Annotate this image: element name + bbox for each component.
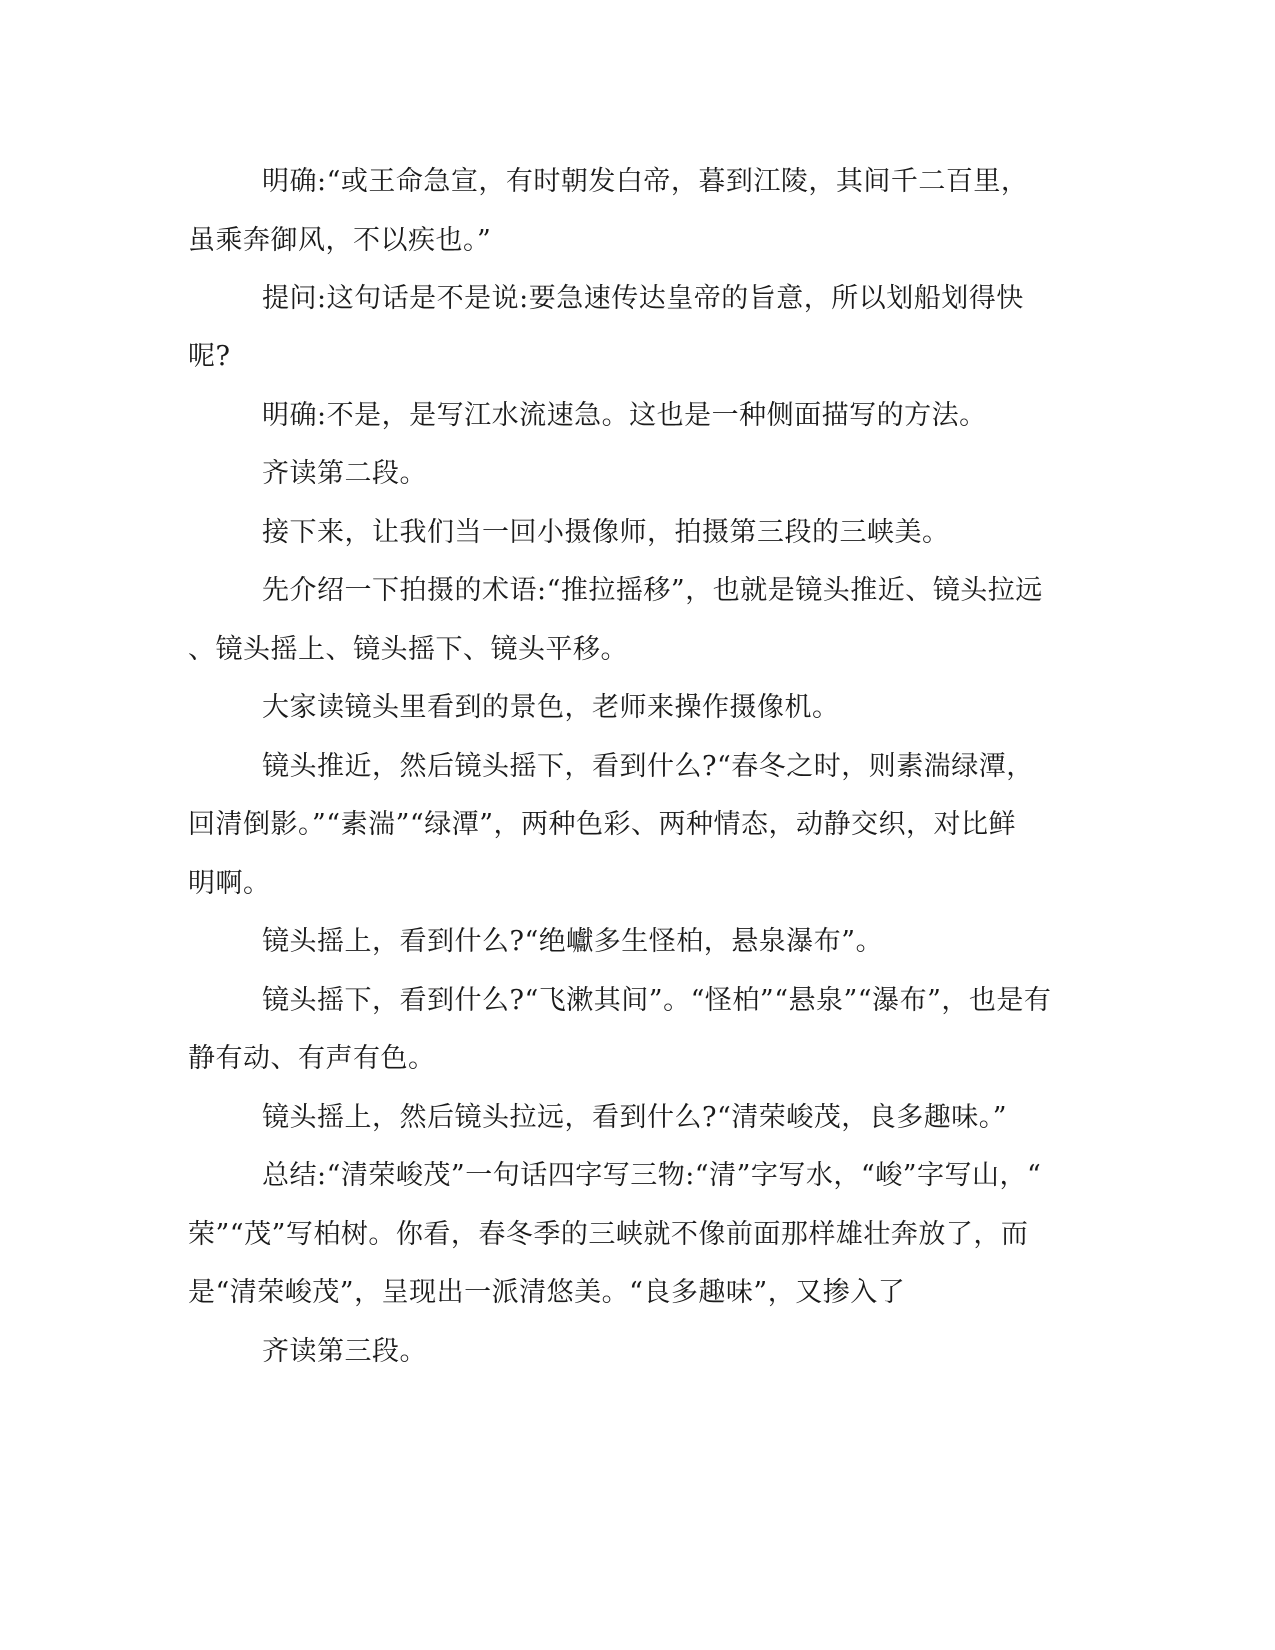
text-line: 明确:“或王命急宣，有时朝发白帝，暮到江陵，其间千二百里，	[262, 166, 1029, 197]
text-line: 大家读镜头里看到的景色，老师来操作摄像机。	[262, 692, 840, 723]
text-line: 镜头推近，然后镜头摇下，看到什么?“春冬之时，则素湍绿潭，	[262, 751, 1034, 782]
text-line: 先介绍一下拍摄的术语:“推拉摇移”，也就是镜头推近、镜头拉远	[262, 575, 1043, 606]
text-line: 提问:这句话是不是说:要急速传达皇帝的旨意，所以划船划得快	[262, 283, 1024, 314]
text-line: 齐读第二段。	[262, 458, 427, 489]
text-line: 接下来，让我们当一回小摄像师，拍摄第三段的三峡美。	[262, 517, 950, 548]
text-line: 镜头摇下，看到什么?“飞漱其间”。“怪柏”“悬泉”“瀑布”，也是有	[262, 985, 1052, 1016]
text-line: 、镜头摇上、镜头摇下、镜头平移。	[188, 634, 628, 665]
text-line: 静有动、有声有色。	[188, 1043, 436, 1074]
text-line: 回清倒影。”“素湍”“绿潭”，两种色彩、两种情态，动静交织，对比鲜	[188, 809, 1017, 840]
text-line: 呢?	[188, 341, 231, 372]
text-line: 荣”“茂”写柏树。你看，春冬季的三峡就不像前面那样雄壮奔放了，而	[188, 1219, 1029, 1250]
text-line: 总结:“清荣峻茂”一句话四字写三物:“清”字写水，“峻”字写山，“	[262, 1160, 1042, 1191]
text-line: 明确:不是，是写江水流速急。这也是一种侧面描写的方法。	[262, 400, 987, 431]
text-line: 明啊。	[188, 868, 271, 899]
text-line: 镜头摇上，看到什么?“绝巘多生怪柏，悬泉瀑布”。	[262, 926, 884, 957]
text-line: 是“清荣峻茂”，呈现出一派清悠美。“良多趣味”，又掺入了	[188, 1277, 906, 1308]
text-line: 齐读第三段。	[262, 1336, 427, 1367]
text-line: 镜头摇上，然后镜头拉远，看到什么?“清荣峻茂，良多趣味。”	[262, 1102, 1008, 1133]
text-line: 虽乘奔御风，不以疾也。”	[188, 225, 492, 256]
